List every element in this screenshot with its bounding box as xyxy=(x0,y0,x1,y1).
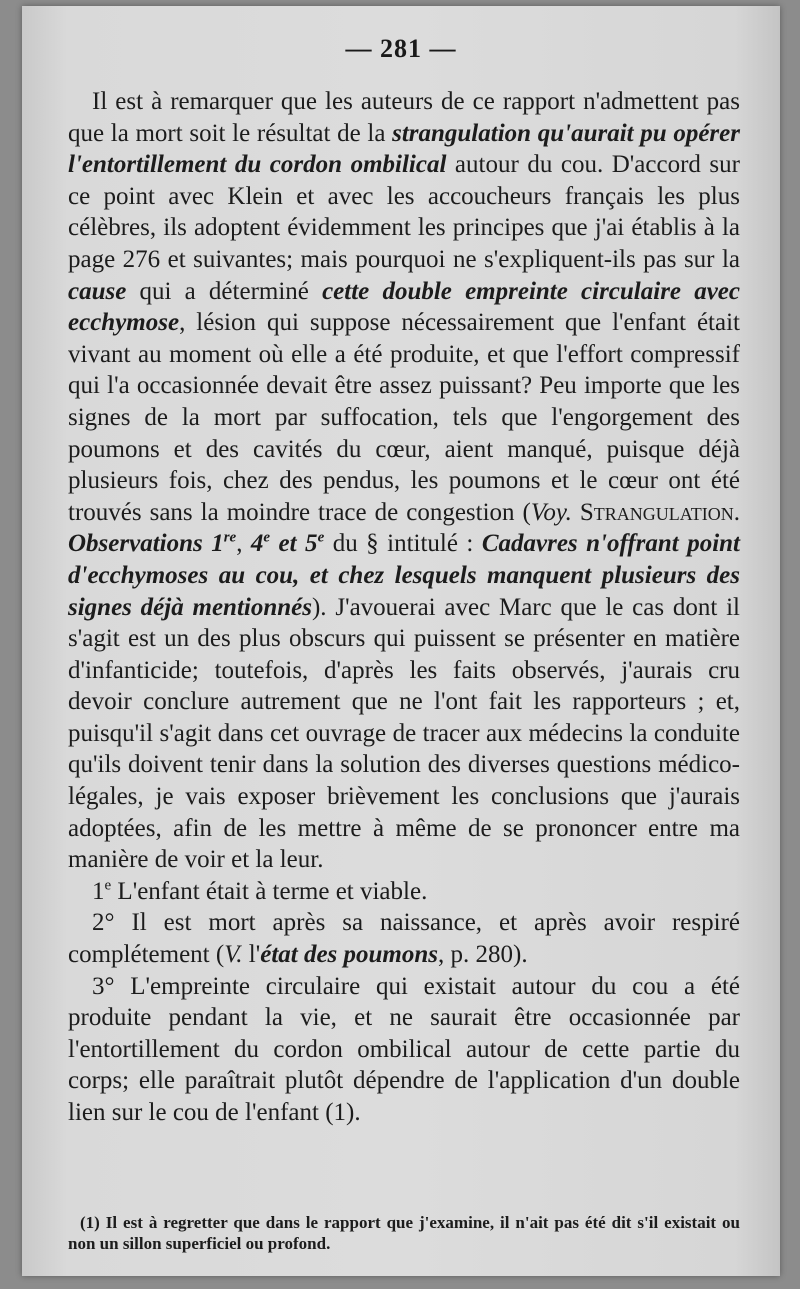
emphasis-cadavres: Cadavres n'offrant point d'ecchymoses au cou, et chez lesquels manquent plusieurs des signes déjà mentionnés xyxy=(68,530,741,621)
text-run: , lésion qui suppose nécessairement que l'enfant était vivant au moment où elle a été produite, et que l'effort compressif qui l'a occasionnée devait être assez puissant? Peu importe que les signes de la mort par suffocation, tels que l'engorgement des poumons et des cavités du cœur, aient manqué, puisque déjà plusieurs fois, chez des pendus, les poumons et le cœur ont été trouvés sans la moindre trace de congestion ( xyxy=(68,309,740,526)
text-run: l' xyxy=(242,941,261,969)
text-run: Il est à remarquer que les auteurs de ce rapport n'admettent pas que la mort soit le résultat de la xyxy=(68,88,740,147)
item-number: 1 xyxy=(92,877,105,905)
superscript: e xyxy=(104,877,112,894)
book-page xyxy=(22,6,780,1276)
reference-v: V. xyxy=(224,941,243,969)
reference-observations: Observations xyxy=(68,530,203,558)
text-run: du § intitulé : xyxy=(324,530,482,558)
body-text xyxy=(68,86,740,1129)
conclusion-item-2 xyxy=(68,907,740,970)
item-number: 3° xyxy=(92,972,131,1000)
text-run: , p. 280). xyxy=(438,941,528,969)
text-run: 4 xyxy=(250,530,264,558)
paragraph-main xyxy=(68,86,740,876)
item-text: Il est mort après sa naissance, et après avoir respiré complétement ( xyxy=(68,909,741,969)
text-run: ). J'avouerai avec Marc que le cas dont il s'agit est un des plus obscurs qui puissent se présenter en matière d'infanticide; toutefois, d'après les faits observés, j'aurais cru devoir conclure autrement que ne l'ont fait les rapporteurs ; et, puisqu'il s'agit dans cet ouvrage de tracer aux médecins la conduite qu'ils doivent tenir dans la solution des diverses questions médico-légales, je vais exposer brièvement les conclusions que j'aurais adoptées, afin de les mettre à même de se prononcer entre ma manière de voir et la leur. xyxy=(68,593,740,874)
emphasis-empreinte: cette double empreinte circulaire avec ecchymose xyxy=(68,277,740,337)
text-run: et 5 xyxy=(270,530,318,558)
conclusion-item-3 xyxy=(68,971,740,1129)
text-run: 1 xyxy=(202,530,224,558)
reference-voy: Voy. xyxy=(530,498,572,526)
item-text: L'empreinte circulaire qui existait autour du cou a été produite pendant la vie, et ne saurait être occasionnée par l'entortillement du cordon ombilical autour de cette partie du corps; elle paraîtrait plutôt dépendre de l'application d'un double lien sur le cou de l'enfant (1). xyxy=(68,972,740,1126)
emphasis-strangulation: strangulation qu'aurait pu opérer l'entortillement du cordon ombilical xyxy=(68,119,740,179)
text-run: qui a déterminé xyxy=(126,277,323,305)
reference-strangulation: Strangulation. xyxy=(579,498,740,526)
item-number: 2° xyxy=(92,909,132,937)
footnote: (1) Il est à regretter que dans le rapport que j'examine, il n'ait pas été dit s'il existait ou non un sillon superficiel ou profond. xyxy=(68,1213,740,1253)
text-run: , xyxy=(236,530,251,558)
text-run xyxy=(572,499,580,526)
page-number: — 281 — xyxy=(345,34,457,63)
item-text: L'enfant était à terme et viable. xyxy=(111,877,428,905)
emphasis-cause: cause xyxy=(68,277,127,305)
superscript: re xyxy=(223,529,237,546)
emphasis-etat-poumons: état des poumons xyxy=(260,941,439,969)
text-run: autour du cou. D'accord sur ce point avec Klein et avec les accoucheurs français les plus célèbres, ils adoptent évidemment les principes que j'ai établis à la page 276 et suivantes; mais pourquoi ne s'expliquent-ils pas sur la xyxy=(68,151,740,273)
conclusion-item-1 xyxy=(68,876,740,908)
superscript: e xyxy=(317,529,325,546)
superscript: e xyxy=(263,529,271,546)
